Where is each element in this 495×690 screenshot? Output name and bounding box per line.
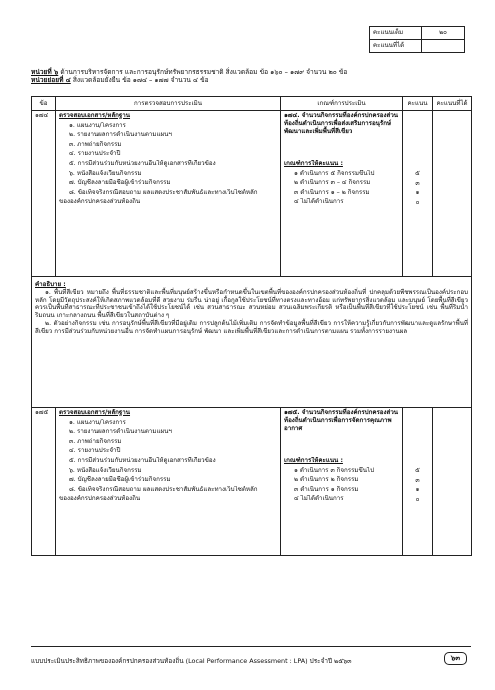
header-criteria: เกณฑ์การประเมิน: [281, 97, 403, 111]
step-item: ๗. บัญชีลงลายมือชื่อผู้เข้าร่วมกิจกรรม: [69, 476, 171, 484]
criterion-level: ๔ ไม่ได้ดำเนินการ: [294, 198, 344, 206]
steps-header: ตรวจสอบเอกสาร/หลักฐาน: [59, 409, 131, 416]
score-cell: [403, 408, 433, 556]
assessment-table: [31, 96, 472, 556]
explanation-title: คำอธิบาย :: [35, 281, 66, 288]
step-item: ๑. แผนงาน/โครงการ: [69, 121, 126, 129]
footer-text: แบบประเมินประสิทธิภาพขององค์กรปกครองส่วนท้องถิ่น (Local Performance Assessment : LPA) ประจำปี ๒๕๖๓: [31, 657, 352, 665]
step-item: ๘. ข้อเท็จจริงกรณีสอบถาม ผลแสดงประชาสัมพันธ์และทางเว็บไซต์หลัก: [69, 485, 258, 493]
sub-unit-line: [31, 76, 471, 84]
step-item: ๔. รายงานประจำปี: [69, 447, 121, 455]
step-item: ๖. หนังสือแจ้งเวียนกิจกรรม: [69, 169, 142, 177]
score-value: ๐: [415, 495, 420, 503]
header-steps: การตรวจสอบการประเมิน: [56, 97, 281, 111]
step-item: ๗. บัญชีลงลายมือชื่อผู้เข้าร่วมกิจกรรม: [69, 179, 171, 187]
obtained-score-cell: [433, 408, 472, 556]
table-header-row: [32, 97, 472, 111]
criterion-title: ๑๗๕. จำนวนกิจกรรมที่องค์กรปกครองส่วนท้องถิ่นดำเนินการเพื่อการจัดการคุณภาพอากาศ: [284, 409, 399, 432]
unit-text: ด้านการบริหารจัดการ และการอนุรักษ์ทรัพยากรธรรมชาติ สิ่งแวดล้อม ข้อ ๑๖๐ – ๑๗๙ จำนวน ๒๐ ข้อ: [60, 68, 348, 76]
score-value: ๑: [415, 189, 420, 197]
score-box: [369, 26, 465, 53]
step-item: ๔. รายงานประจำปี: [69, 150, 121, 158]
step-item: ๘. ข้อเท็จจริงกรณีสอบถาม ผลแสดงประชาสัมพันธ์และทางเว็บไซต์หลัก: [69, 188, 258, 196]
criterion-level: ๓ ดำเนินการ ๑ กิจกรรม: [294, 485, 359, 493]
explanation-paragraph: ๒. ตัวอย่างกิจกรรม เช่น การอนุรักษ์พื้นที่สีเขียวที่มีอยู่เดิม การปลูกต้นไม้เพิ่มเติม การจัดทำข้อมูลพื้นที่สีเขียว การให้ความรู้เกี่ยวกับการพัฒนาและดูแลรักษาพื้นที่สีเขียว การมีส่วนร่วมกับหน่วยงานอื่น การจัดทำแผนการอนุรักษ์ พัฒนา และเพิ่มพื้นที่สีเขียวและการดำเนินการตามแผน รวมทั้งการรายงานผล: [35, 319, 468, 335]
page-number: ๖๓: [444, 652, 467, 665]
unit-label: หน่วยที่ ๖: [31, 68, 59, 76]
criterion-level: ๓ ดำเนินการ ๑ – ๒ กิจกรรม: [294, 188, 370, 196]
step-item: ๕. การมีส่วนร่วมกับหน่วยงานอื่นให้ดูเอกสารที่เกี่ยวข้อง: [69, 456, 216, 464]
steps-header: ตรวจสอบเอกสาร/หลักฐาน: [59, 112, 131, 119]
section-heading: [31, 68, 471, 84]
score-value: ๕: [415, 467, 420, 474]
score-value: ๓: [415, 476, 420, 484]
score-value: ๑: [415, 486, 420, 494]
criteria-cell: [281, 408, 403, 556]
score-value: ๐: [415, 198, 420, 206]
sub-unit-label: หน่วยย่อยที่ ๔: [31, 76, 71, 85]
step-item: ๓. ภาพถ่ายกิจกรรม: [69, 140, 122, 148]
criterion-level: ๒ ดำเนินการ ๓ – ๔ กิจกรรม: [294, 179, 371, 187]
step-item: ๕. การมีส่วนร่วมกับหน่วยงานอื่นให้ดูเอกสารที่เกี่ยวข้อง: [69, 159, 216, 167]
header-obtained: คะแนนที่ได้: [433, 97, 472, 111]
inspection-steps: [56, 408, 281, 556]
inspection-steps: [56, 111, 281, 277]
criterion-level: ๑ ดำเนินการ ๕ กิจกรรมขึ้นไป: [294, 169, 375, 177]
score-cell: [403, 111, 433, 277]
criteria-header: เกณฑ์การให้คะแนน :: [284, 160, 343, 167]
obtained-score-cell: [433, 111, 472, 277]
step-item: ๓. ภาพถ่ายกิจกรรม: [69, 437, 122, 445]
page-footer: [31, 646, 471, 665]
criterion-title: ๑๗๔. จำนวนกิจกรรมที่องค์กรปกครองส่วนท้องถิ่นดำเนินการเพื่อส่งเสริมการอนุรักษ์ พัฒนาและเพิ่มพื้นที่สีเขียว: [284, 112, 399, 135]
criterion-level: ๑ ดำเนินการ ๓ กิจกรรมขึ้นไป: [294, 466, 375, 474]
score-value: ๕: [415, 170, 420, 177]
full-score-value: ๒๐: [422, 27, 465, 40]
header-score: คะแนน: [403, 97, 433, 111]
criteria-cell: [281, 111, 403, 277]
step-item: ๒. รายงานผลการดำเนินงานตามแผนฯ: [69, 131, 172, 139]
step-item: ๑. แผนงาน/โครงการ: [69, 418, 126, 426]
obtained-score-label: คะแนนที่ได้: [370, 40, 422, 53]
item-number: ๑๗๔: [32, 111, 56, 277]
step-item: ๖. หนังสือแจ้งเวียนกิจกรรม: [69, 466, 142, 474]
table-row: [32, 111, 472, 277]
criterion-level: ๒ ดำเนินการ ๒ กิจกรรม: [294, 476, 359, 484]
explanation-cell: [32, 277, 472, 408]
unit-line: [31, 68, 471, 76]
item-number: ๑๗๕: [32, 408, 56, 556]
header-no: ข้อ: [32, 97, 56, 111]
table-row: [32, 408, 472, 556]
explanation-paragraph: ๑. พื้นที่สีเขียว หมายถึง พื้นที่ธรรมชาติและพื้นที่มนุษย์สร้างขึ้นหรือกำหนดขึ้นในเขตพื้นที่ขององค์กรปกครองส่วนท้องถิ่นที่ ปกคลุมด้วยพืชพรรณเป็นองค์ประกอบหลัก โดยมีวัตถุประสงค์ให้เกิดสภาพแวดล้อมที่ดี สวยงาม ร่มรื่น น่าอยู่ เกื้อกูลใช้ประโยชน์ที่ทางตรงและทางอ้อม แก่ทรัพยากรสิ่งแวดล้อม และมนุษย์ โดยพื้นที่สีเขียวควรเป็นพื้นที่สาธารณะที่ประชาชนเข้าถึงได้ใช้ประโยชน์ได้ เช่น สวนสาธารณะ สวนหย่อม สวนเฉลิมพระเกียรติ หรือเป็นพื้นที่สีเขียวที่ใช้ประโยชน์ เช่น พื้นที่ริมน้ำ ริมถนน เกาะกลางถนน พื้นที่สีเขียวในสถาบันต่าง ๆ: [35, 288, 468, 319]
explanation-row: [32, 277, 472, 408]
obtained-score-value: [422, 40, 465, 53]
step-item: ขององค์กรปกครองส่วนท้องถิ่น: [59, 495, 141, 503]
criteria-header: เกณฑ์การให้คะแนน :: [284, 457, 343, 464]
score-value: ๓: [415, 179, 420, 187]
step-item: ขององค์กรปกครองส่วนท้องถิ่น: [59, 198, 141, 206]
sub-unit-text: สิ่งแวดล้อมยั่งยืน ข้อ ๑๗๔ – ๑๗๗ จำนวน ๔ ข้อ: [72, 76, 209, 85]
step-item: ๒. รายงานผลการดำเนินงานตามแผนฯ: [69, 428, 172, 436]
criterion-level: ๔ ไม่ได้ดำเนินการ: [294, 495, 344, 503]
full-score-label: คะแนนเต็ม: [370, 27, 422, 40]
